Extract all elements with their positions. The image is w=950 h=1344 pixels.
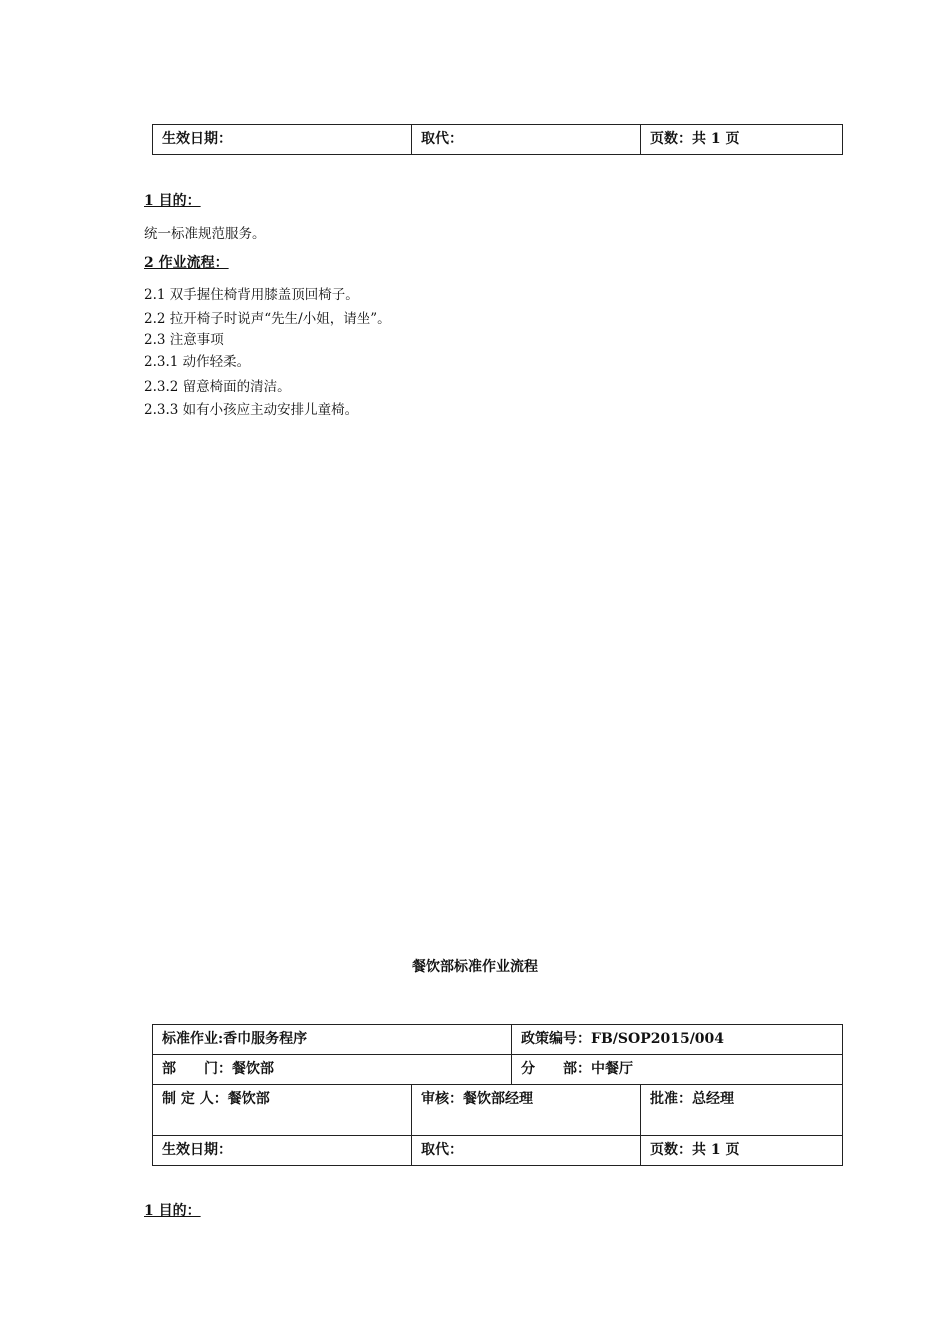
effective-date-cell: 生效日期： [153, 125, 412, 155]
section1-content: 统一标准规范服务。 [144, 226, 266, 242]
author-cell: 制 定 人：餐饮部 [153, 1085, 412, 1136]
replace-cell: 取代： [412, 125, 641, 155]
step-item: 2.2 拉开椅子时说声“先生/小姐，请坐”。 [144, 311, 391, 327]
step-item: 2.1 双手握住椅背用膝盖顶回椅子。 [144, 287, 359, 303]
reviewer-cell: 审核：餐饮部经理 [412, 1085, 641, 1136]
section1-next-heading: 1 目的： [144, 1203, 201, 1219]
effective-date-cell: 生效日期： [153, 1136, 412, 1166]
step-item: 2.3.3 如有小孩应主动安排儿童椅。 [144, 402, 359, 418]
department-cell: 部 门：餐饮部 [153, 1055, 512, 1085]
step-item: 2.3.2 留意椅面的清洁。 [144, 379, 291, 395]
form-header-table [152, 1024, 843, 1166]
approver-cell: 批准：总经理 [641, 1085, 843, 1136]
step-item: 2.3 注意事项 [144, 332, 224, 348]
replace-cell: 取代： [412, 1136, 641, 1166]
policy-no-cell: 政策编号：FB/SOP2015/004 [512, 1025, 843, 1055]
section2-heading: 2 作业流程： [144, 255, 229, 271]
section1-heading: 1 目的： [144, 193, 201, 209]
standard-op-cell: 标准作业:香巾服务程序 [153, 1025, 512, 1055]
step-item: 2.3.1 动作轻柔。 [144, 354, 251, 370]
doc-title: 餐饮部标准作业流程 [412, 959, 538, 975]
pages-cell: 页数：共 1 页 [641, 1136, 843, 1166]
sub-department-cell: 分 部：中餐厅 [512, 1055, 843, 1085]
top-info-table [152, 124, 843, 155]
pages-cell: 页数：共 1 页 [641, 125, 843, 155]
